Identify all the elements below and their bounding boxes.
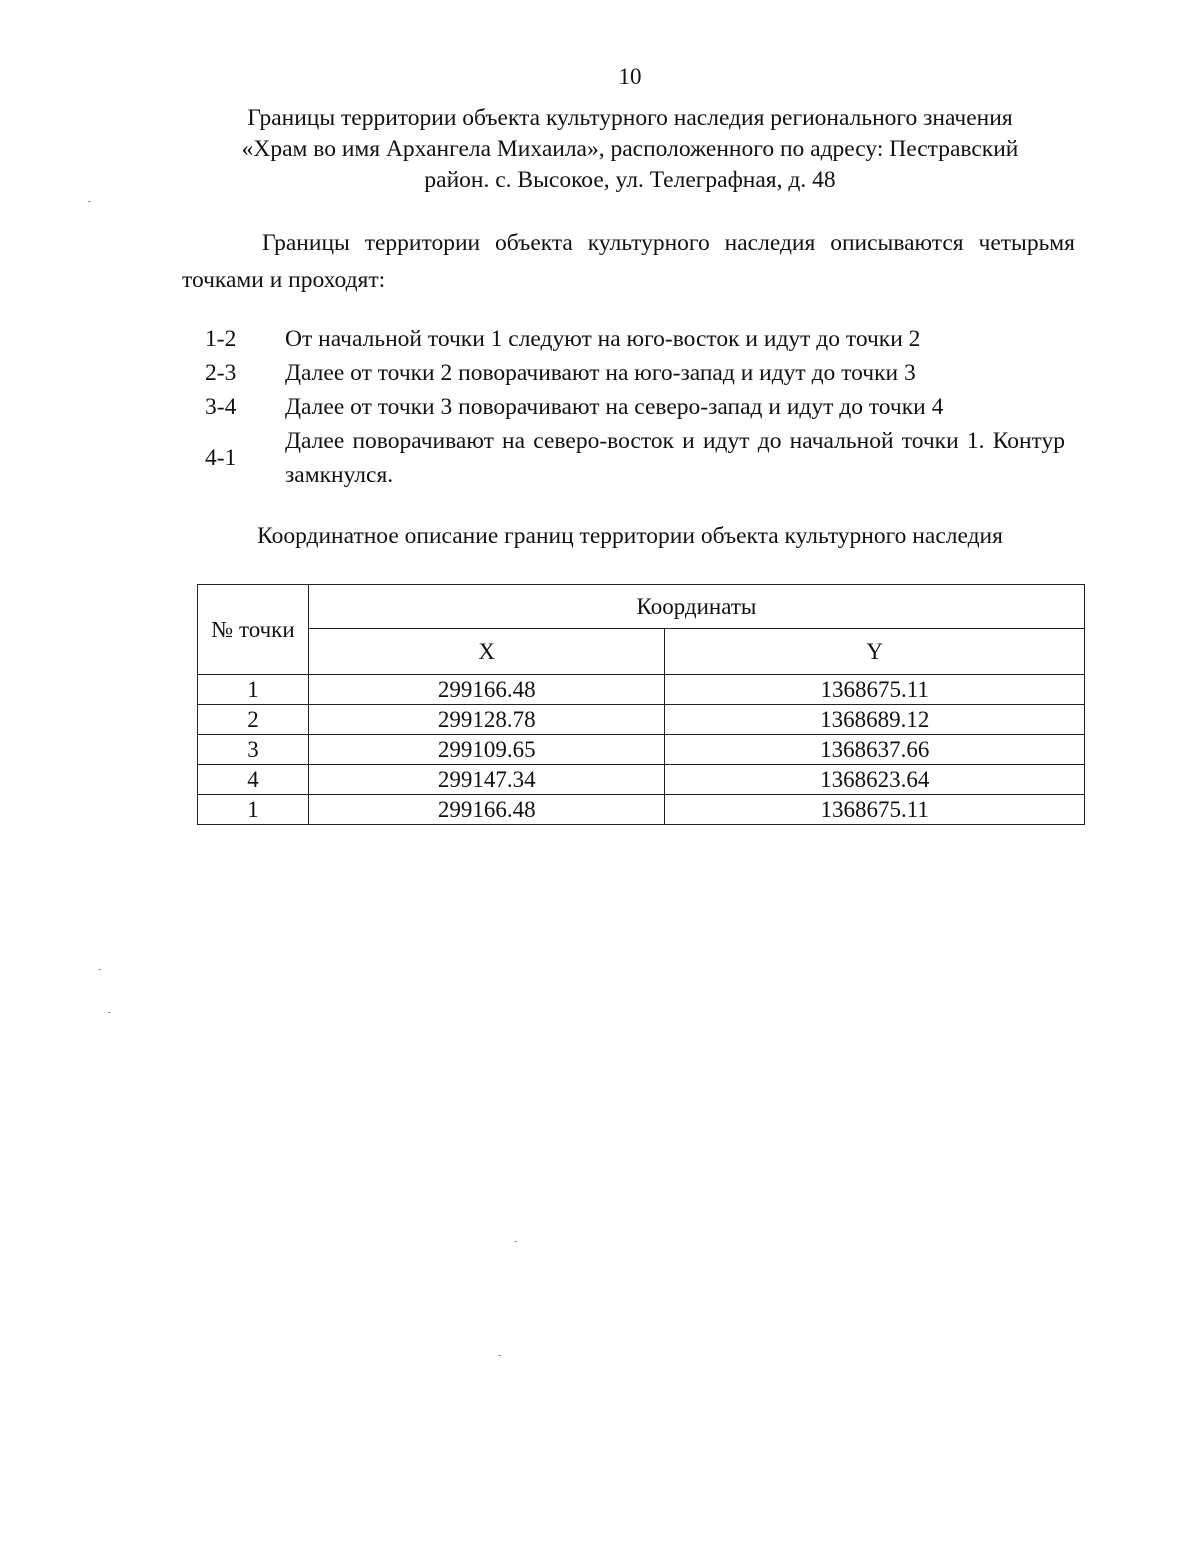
scan-speck [88, 201, 91, 202]
header-coordinates: Координаты [308, 585, 1084, 629]
title-line-1: Границы территории объекта культурного наследия регионального значения [247, 105, 1013, 131]
step-number: 3-4 [205, 394, 237, 420]
title-line-3: район. с. Высокое, ул. Телеграфная, д. 48 [424, 167, 836, 193]
table-row [198, 795, 1085, 825]
cell-point: 2 [198, 705, 309, 735]
cell-point: 3 [198, 735, 309, 765]
table-header-row [198, 585, 1085, 629]
title-line-2: «Храм во имя Архангела Михаила», расположенного по адресу: Пестравский [241, 136, 1019, 162]
boundary-steps-list [205, 322, 1065, 492]
cell-y: 1368689.12 [665, 705, 1085, 735]
step-number: 2-3 [205, 360, 237, 386]
cell-y: 1368675.11 [665, 795, 1085, 825]
table-row [198, 705, 1085, 735]
intro-paragraph: Границы территории объекта культурного наследия описываются четырьмя точками и проходят: [182, 230, 1075, 293]
cell-x: 299166.48 [308, 675, 665, 705]
header-y: Y [665, 629, 1085, 675]
page-number: 10 [618, 64, 642, 89]
cell-point: 1 [198, 675, 309, 705]
step-description: От начальной точки 1 следуют на юго-восток и идут до точки 2 [285, 326, 921, 352]
table-row [198, 735, 1085, 765]
cell-point: 4 [198, 765, 309, 795]
step-description: Далее от точки 2 поворачивают на юго-запад и идут до точки 3 [285, 360, 916, 386]
table-row [198, 765, 1085, 795]
header-x: X [308, 629, 665, 675]
scan-speck [498, 1355, 501, 1356]
step-number: 4-1 [205, 445, 237, 471]
table-caption: Координатное описание границ территории объекта культурного наследия [257, 523, 1003, 549]
step-number: 1-2 [205, 326, 237, 352]
cell-x: 299147.34 [308, 765, 665, 795]
step-description: Далее от точки 3 поворачивают на северо-запад и идут до точки 4 [285, 394, 944, 420]
cell-x: 299166.48 [308, 795, 665, 825]
cell-y: 1368675.11 [665, 675, 1085, 705]
header-point-number: № точки [198, 585, 309, 675]
boundary-step [205, 322, 1065, 356]
scan-speck [98, 969, 101, 970]
table-row [198, 675, 1085, 705]
scan-speck [108, 1012, 111, 1013]
boundary-step [205, 356, 1065, 390]
cell-point: 1 [198, 795, 309, 825]
coordinates-table [197, 584, 1085, 825]
document-title [160, 103, 1100, 196]
boundary-step [205, 424, 1065, 492]
boundary-step [205, 390, 1065, 424]
table-subheader-row [198, 629, 1085, 675]
cell-x: 299109.65 [308, 735, 665, 765]
scan-speck [514, 1241, 517, 1242]
cell-y: 1368623.64 [665, 765, 1085, 795]
step-description: Далее поворачивают на северо-восток и идут до начальной точки 1. Контур замкнулся. [285, 428, 1065, 488]
cell-x: 299128.78 [308, 705, 665, 735]
cell-y: 1368637.66 [665, 735, 1085, 765]
